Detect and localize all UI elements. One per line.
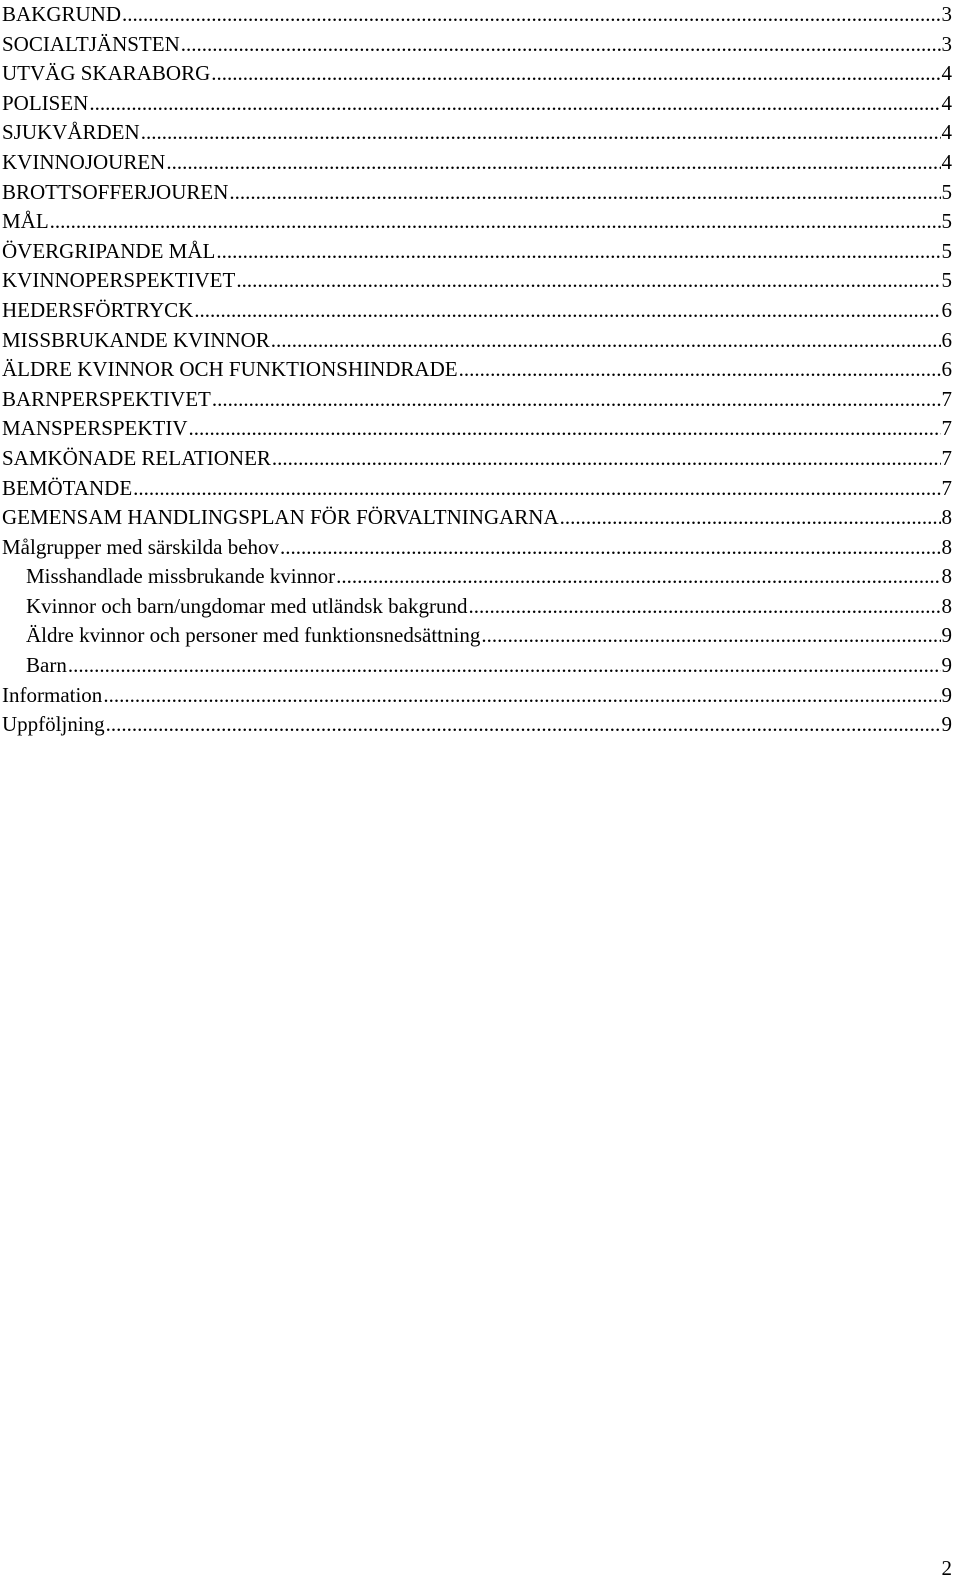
toc-entry-page: 9 (941, 623, 952, 648)
toc-entry-page: 6 (941, 297, 952, 322)
toc-entry-barn[interactable] (2, 651, 952, 681)
toc-entry-page: 7 (941, 386, 952, 411)
toc-entry-utvag-skaraborg[interactable] (2, 59, 952, 89)
toc-entry-page: 9 (941, 712, 952, 737)
toc-entry-label: KVINNOPERSPEKTIVET (2, 268, 236, 293)
toc-dot-leader (189, 414, 941, 444)
toc-entry-page: 7 (941, 445, 952, 470)
toc-entry-label: ÄLDRE KVINNOR OCH FUNKTIONSHINDRADE (2, 357, 458, 382)
toc-entry-kvinnoperspektivet[interactable] (2, 266, 952, 296)
toc-entry-page: 3 (941, 31, 952, 56)
toc-entry-polisen[interactable] (2, 89, 952, 119)
toc-entry-page: 6 (941, 327, 952, 352)
toc-entry-label: BEMÖTANDE (2, 475, 133, 500)
toc-dot-leader (469, 592, 941, 622)
toc-entry-information[interactable] (2, 681, 952, 711)
toc-entry-page: 8 (941, 534, 952, 559)
toc-dot-leader (89, 89, 940, 119)
toc-entry-utlandsk-bakgrund[interactable] (2, 592, 952, 622)
toc-entry-label: Misshandlade missbrukande kvinnor (26, 564, 336, 589)
toc-dot-leader (103, 681, 940, 711)
toc-entry-page: 5 (941, 238, 952, 263)
toc-entry-overgripande-mal[interactable] (2, 237, 952, 267)
toc-entry-page: 3 (941, 2, 952, 26)
toc-entry-socialtjansten[interactable] (2, 30, 952, 60)
toc-entry-label: MISSBRUKANDE KVINNOR (2, 327, 270, 352)
toc-entry-page: 5 (941, 179, 952, 204)
toc-entry-page: 4 (941, 120, 952, 145)
toc-entry-aldre-kvinnor-funktionshindrade[interactable] (2, 355, 952, 385)
toc-entry-page: 4 (941, 61, 952, 86)
toc-dot-leader (141, 118, 941, 148)
toc-entry-bakgrund[interactable] (2, 0, 952, 30)
page-number: 2 (941, 1556, 952, 1580)
toc-entry-bemotande[interactable] (2, 474, 952, 504)
toc-entry-malgrupper[interactable] (2, 533, 952, 563)
toc-entry-label: Information (2, 682, 103, 707)
toc-entry-label: MANSPERSPEKTIV (2, 416, 188, 441)
toc-entry-label: SAMKÖNADE RELATIONER (2, 445, 271, 470)
toc-dot-leader (68, 651, 941, 681)
toc-entry-samkonade-relationer[interactable] (2, 444, 952, 474)
toc-dot-leader (229, 178, 940, 208)
toc-entry-label: Äldre kvinnor och personer med funktionsnedsättning (26, 623, 481, 648)
toc-entry-page: 5 (941, 268, 952, 293)
toc-entry-page: 8 (941, 564, 952, 589)
toc-entry-label: POLISEN (2, 90, 89, 115)
toc-entry-label: SOCIALTJÄNSTEN (2, 31, 180, 56)
toc-entry-page: 9 (941, 653, 952, 678)
toc-entry-label: Målgrupper med särskilda behov (2, 534, 280, 559)
toc-dot-leader (481, 621, 940, 651)
toc-entry-label: KVINNOJOUREN (2, 149, 166, 174)
toc-entry-label: HEDERSFÖRTRYCK (2, 297, 194, 322)
toc-entry-page: 9 (941, 682, 952, 707)
toc-entry-gemensam-handlingsplan[interactable] (2, 503, 952, 533)
toc-dot-leader (236, 266, 940, 296)
toc-entry-page: 7 (941, 475, 952, 500)
toc-entry-aldre-funktionsnedsattning[interactable] (2, 621, 952, 651)
toc-dot-leader (272, 444, 941, 474)
toc-entry-hedersfortryck[interactable] (2, 296, 952, 326)
toc-entry-label: UTVÄG SKARABORG (2, 61, 211, 86)
toc-entry-page: 8 (941, 505, 952, 530)
toc-entry-mansperspektiv[interactable] (2, 414, 952, 444)
toc-entry-missbrukande-kvinnor[interactable] (2, 326, 952, 356)
toc-entry-page: 4 (941, 149, 952, 174)
toc-entry-label: GEMENSAM HANDLINGSPLAN FÖR FÖRVALTNINGARNA (2, 505, 559, 530)
toc-entry-label: Barn (26, 653, 67, 678)
toc-dot-leader (212, 385, 941, 415)
toc-dot-leader (106, 710, 941, 740)
toc-entry-brottsofferjouren[interactable] (2, 178, 952, 208)
toc-dot-leader (336, 562, 940, 592)
toc-entry-misshandlade-missbrukande[interactable] (2, 562, 952, 592)
toc-entry-label: Uppföljning (2, 712, 105, 737)
toc-dot-leader (459, 355, 941, 385)
toc-entry-label: ÖVERGRIPANDE MÅL (2, 238, 216, 263)
toc-entry-page: 8 (941, 593, 952, 618)
toc-entry-uppfoljning[interactable] (2, 710, 952, 740)
toc-dot-leader (50, 207, 941, 237)
toc-entry-label: MÅL (2, 209, 49, 234)
toc-entry-barnperspektivet[interactable] (2, 385, 952, 415)
toc-entry-label: Kvinnor och barn/ungdomar med utländsk bakgrund (26, 593, 468, 618)
toc-dot-leader (181, 30, 941, 60)
toc-entry-mal[interactable] (2, 207, 952, 237)
toc-dot-leader (194, 296, 940, 326)
toc-entry-label: BARNPERSPEKTIVET (2, 386, 211, 411)
table-of-contents (2, 0, 952, 740)
toc-dot-leader (280, 533, 940, 563)
toc-dot-leader (122, 0, 940, 30)
toc-dot-leader (216, 237, 940, 267)
toc-entry-sjukvarden[interactable] (2, 118, 952, 148)
toc-dot-leader (211, 59, 940, 89)
toc-entry-page: 7 (941, 416, 952, 441)
toc-entry-label: BROTTSOFFERJOUREN (2, 179, 229, 204)
toc-entry-label: SJUKVÅRDEN (2, 120, 140, 145)
toc-entry-page: 6 (941, 357, 952, 382)
toc-entry-page: 5 (941, 209, 952, 234)
toc-dot-leader (133, 474, 940, 504)
toc-dot-leader (560, 503, 941, 533)
toc-entry-label: BAKGRUND (2, 2, 122, 26)
toc-dot-leader (166, 148, 940, 178)
toc-dot-leader (271, 326, 941, 356)
toc-entry-kvinnojouren[interactable] (2, 148, 952, 178)
toc-entry-page: 4 (941, 90, 952, 115)
